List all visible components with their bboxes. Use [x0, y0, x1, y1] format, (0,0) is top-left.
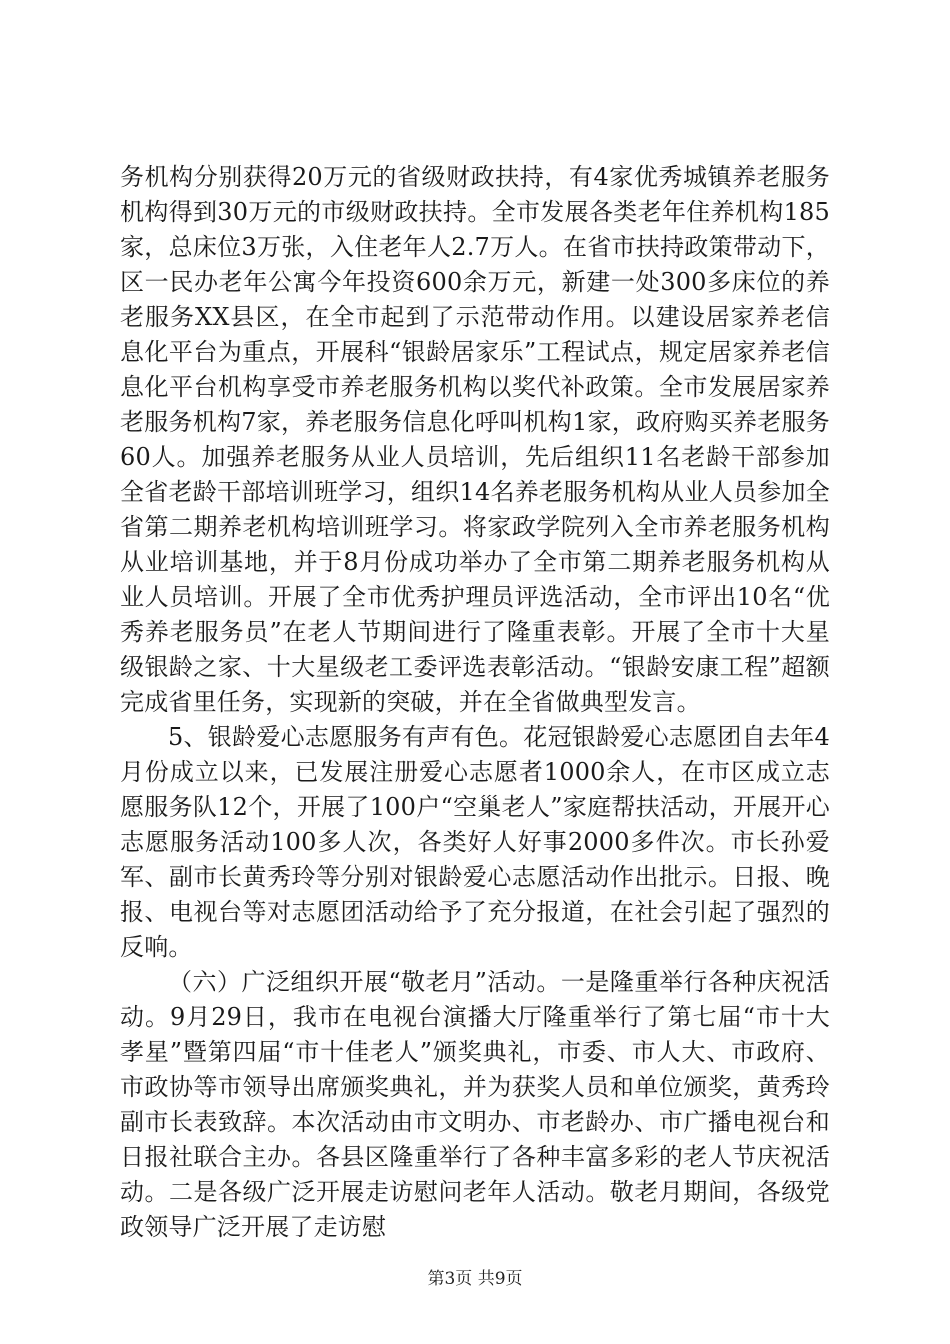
paragraph-respect-month: （六）广泛组织开展“敬老月”活动。一是隆重举行各种庆祝活动。9月29日，我市在电视台演播大厅隆重举行了第七届“市十大孝星”暨第四届“市十佳老人”颁奖典礼，市委、市人大、市政府、市政协等市领导出席颁奖典礼，并为获奖人员和单位颁奖，黄秀玲副市长表致辞。本次活动由市文明办、市老龄办、市广播电视台和日报社联合主办。各县区隆重举行了各种丰富多彩的老人节庆祝活动。二是各级广泛开展走访慰问老年人活动。敬老月期间，各级党政领导广泛开展了走访慰 — [120, 968, 830, 1241]
document-body — [120, 160, 830, 1245]
paragraph-continued: 务机构分别获得20万元的省级财政扶持，有4家优秀城镇养老服务机构得到30万元的市级财政扶持。全市发展各类老年住养机构185家，总床位3万张，入住老年人2.7万人。在省市扶持政策带动下，区一民办老年公寓今年投资600余万元，新建一处300多床位的养老服务XX县区，在全市起到了示范带动作用。以建设居家养老信息化平台为重点，开展科“银龄居家乐”工程试点，规定居家养老信息化平台机构享受市养老服务机构以奖代补政策。全市发展居家养老服务机构7家，养老服务信息化呼叫机构1家，政府购买养老服务60人。加强养老服务从业人员培训，先后组织11名老龄干部参加全省老龄干部培训班学习，组织14名养老服务机构从业人员参加全省第二期养老机构培训班学习。将家政学院列入全市养老服务机构从业培训基地，并于8月份成功举办了全市第二期养老服务机构从业人员培训。开展了全市优秀护理员评选活动，全市评出10名“优秀养老服务员”在老人节期间进行了隆重表彰。开展了全市十大星级银龄之家、十大星级老工委评选表彰活动。“银龄安康工程”超额完成省里任务，实现新的突破，并在全省做典型发言。 — [120, 163, 830, 716]
page-footer: 第3页 共9页 — [427, 1269, 523, 1289]
paragraph-volunteer-service: 5、银龄爱心志愿服务有声有色。花冠银龄爱心志愿团自去年4月份成立以来，已发展注册爱心志愿者1000余人，在市区成立志愿服务队12个，开展了100户“空巢老人”家庭帮扶活动，开展开心志愿服务活动100多人次，各类好人好事2000多件次。市长孙爱军、副市长黄秀玲等分别对银龄爱心志愿活动作出批示。日报、晚报、电视台等对志愿团活动给予了充分报道，在社会引起了强烈的反响。 — [120, 723, 830, 961]
